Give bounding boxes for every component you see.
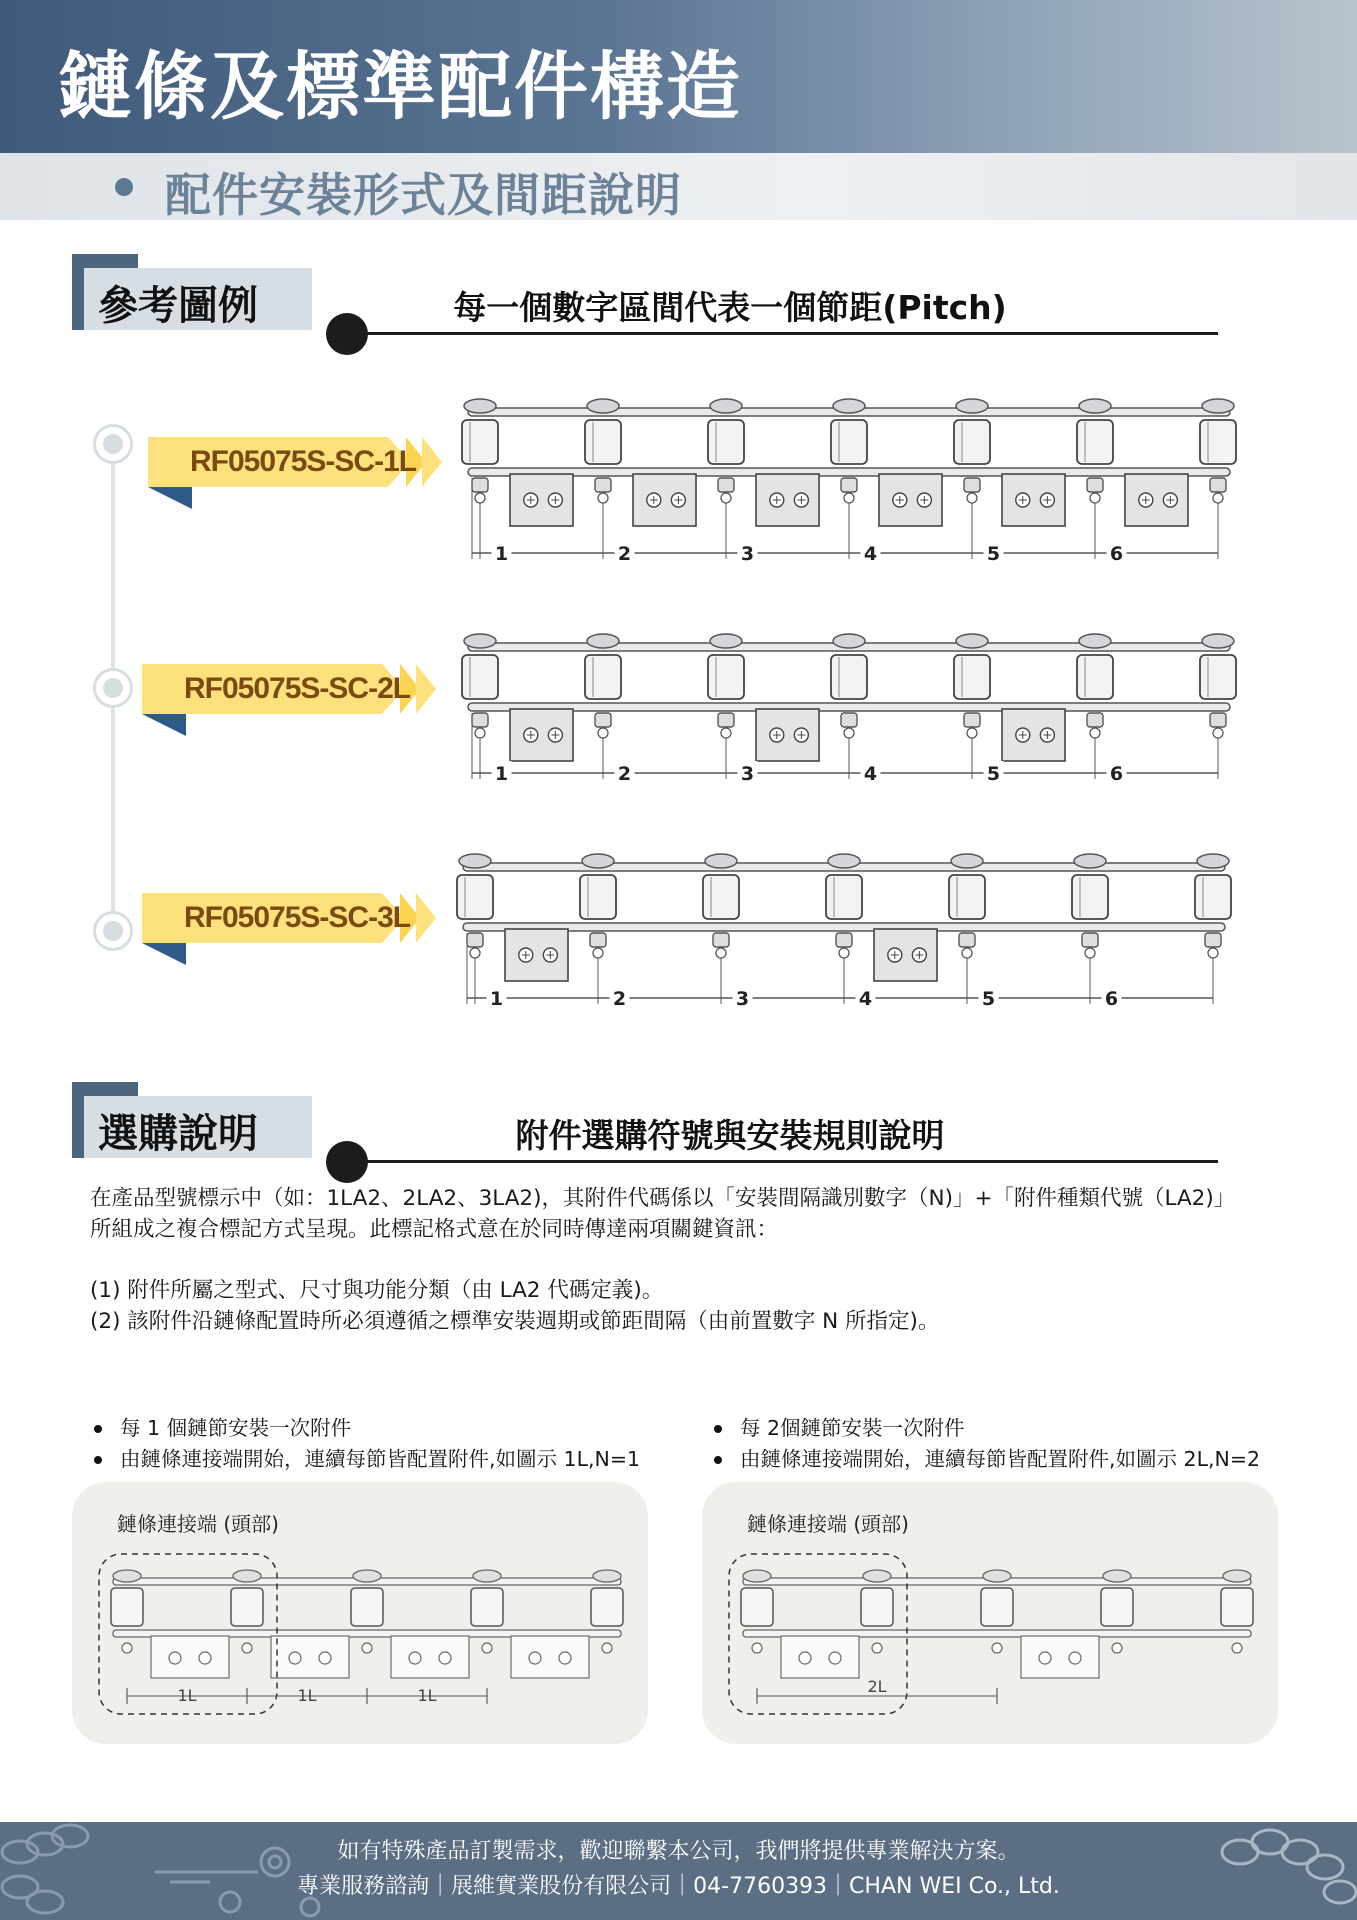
- model-ribbon-1l: [148, 437, 448, 487]
- dimension-label: 2L: [867, 1677, 887, 1696]
- chain-plate: [468, 468, 1230, 476]
- attachment-hole: [829, 1652, 841, 1664]
- section-tag-label: 參考圖例: [98, 283, 258, 329]
- pitch-number: 6: [1109, 543, 1124, 565]
- pin-end: [1090, 493, 1100, 503]
- pin-nut: [964, 478, 980, 492]
- pin-head: [1103, 1570, 1131, 1582]
- attachment-plate: [505, 929, 568, 981]
- pin-head: [956, 399, 988, 413]
- chain-roller: [462, 655, 498, 699]
- pin-nut: [959, 933, 975, 947]
- pin-nut: [718, 713, 734, 727]
- attachment-plate: [1125, 474, 1188, 526]
- point-line: (2) 該附件沿鏈條配置時所必須遵循之標準安裝週期或節距間隔（由前置數字 N 所指定)。: [90, 1309, 940, 1334]
- pin-nut: [1210, 713, 1226, 727]
- pin-end: [716, 948, 726, 958]
- chain-roller: [351, 1588, 383, 1626]
- timeline-node: [93, 668, 133, 708]
- pin-end: [242, 1643, 252, 1653]
- pin-head: [459, 854, 491, 868]
- attachment-hole: [169, 1652, 181, 1664]
- chain-roller: [231, 1588, 263, 1626]
- pin-head: [587, 634, 619, 648]
- section-caption: 每一個數字區間代表一個節距(Pitch): [453, 288, 1007, 327]
- attachment-plate: [510, 709, 573, 761]
- pitch-number: 5: [981, 988, 996, 1010]
- pitch-number: 1: [494, 763, 509, 785]
- attachment-hole: [1069, 1652, 1081, 1664]
- chain-roller: [1077, 655, 1113, 699]
- chain-roller: [580, 875, 616, 919]
- dimension-label: 1L: [177, 1686, 197, 1705]
- model-ribbon-2l: [142, 664, 442, 714]
- section-tag-label: 選購說明: [98, 1111, 258, 1157]
- pin-head: [464, 399, 496, 413]
- panel-label: 鏈條連接端 (頭部): [747, 1512, 909, 1536]
- chain-roller: [703, 875, 739, 919]
- pin-end: [839, 948, 849, 958]
- pin-head: [113, 1570, 141, 1582]
- attachment-hole: [319, 1652, 331, 1664]
- chain-roller: [981, 1588, 1013, 1626]
- pin-head: [473, 1570, 501, 1582]
- pin-end: [470, 948, 480, 958]
- pitch-number: 3: [735, 988, 750, 1010]
- chain-roller: [457, 875, 493, 919]
- chain-roller: [1072, 875, 1108, 919]
- section-rule: [346, 332, 1218, 335]
- pin-head: [464, 634, 496, 648]
- pin-end: [721, 728, 731, 738]
- section-tag-reference: [72, 268, 312, 330]
- pitch-number: 4: [858, 988, 873, 1010]
- panel-label: 鏈條連接端 (頭部): [117, 1512, 279, 1536]
- section-rule: [346, 1160, 1218, 1163]
- pin-end: [967, 493, 977, 503]
- pin-head: [833, 399, 865, 413]
- pin-head: [710, 399, 742, 413]
- chain-roller: [954, 655, 990, 699]
- example-panel-1l: [72, 1482, 648, 1744]
- section-tag-purchase: [72, 1096, 312, 1158]
- pin-end: [752, 1643, 762, 1653]
- bullet-list-left: [90, 1413, 640, 1475]
- pin-nut: [841, 478, 857, 492]
- pin-head: [1223, 1570, 1251, 1582]
- pin-nut: [595, 478, 611, 492]
- page-header: [0, 0, 1357, 153]
- intro-paragraph: [90, 1183, 1235, 1245]
- pin-head: [828, 854, 860, 868]
- pin-head: [956, 634, 988, 648]
- chain-plate: [463, 923, 1225, 931]
- chain-roller: [861, 1588, 893, 1626]
- attachment-plate: [1002, 709, 1065, 761]
- attachment-plate: [510, 474, 573, 526]
- bullet-list-right: [710, 1413, 1260, 1475]
- pin-head: [863, 1570, 891, 1582]
- chain-roller: [1221, 1588, 1253, 1626]
- chain-roller: [831, 420, 867, 464]
- pin-head: [1202, 399, 1234, 413]
- pin-nut: [1082, 933, 1098, 947]
- attachment-hole: [199, 1652, 211, 1664]
- chain-roller: [949, 875, 985, 919]
- intro-line: 所組成之複合標記方式呈現。此標記格式意在於同時傳達兩項關鍵資訊：: [90, 1217, 779, 1242]
- panel-diagram-2l: [727, 1542, 1267, 1722]
- pin-end: [482, 1643, 492, 1653]
- attachment-hole: [1039, 1652, 1051, 1664]
- pin-end: [598, 493, 608, 503]
- attachment-plate: [874, 929, 937, 981]
- pin-head: [1202, 634, 1234, 648]
- pin-nut: [718, 478, 734, 492]
- pin-nut: [590, 933, 606, 947]
- dimension-label: 1L: [417, 1686, 437, 1705]
- section-caption: 附件選購符號與安裝規則說明: [515, 1116, 945, 1155]
- pin-end: [1213, 728, 1223, 738]
- pin-head: [710, 634, 742, 648]
- pitch-number: 2: [612, 988, 627, 1010]
- point-line: (1) 附件所屬之型式、尺寸與功能分類（由 LA2 代碼定義)。: [90, 1278, 664, 1303]
- pitch-number: 4: [863, 763, 878, 785]
- pin-head: [705, 854, 737, 868]
- attachment-hole: [409, 1652, 421, 1664]
- pitch-number: 1: [489, 988, 504, 1010]
- model-label: RF05075S-SC-2L: [184, 672, 411, 705]
- attachment-plate: [879, 474, 942, 526]
- attachment-hole: [439, 1652, 451, 1664]
- pin-end: [1112, 1643, 1122, 1653]
- pin-end: [602, 1643, 612, 1653]
- chain-roller: [708, 420, 744, 464]
- chain-roller: [1077, 420, 1113, 464]
- pin-nut: [595, 713, 611, 727]
- chain-diagram-3l: [445, 845, 1260, 1010]
- pin-head: [587, 399, 619, 413]
- chain-plate: [468, 703, 1230, 711]
- attachment-hole: [529, 1652, 541, 1664]
- pin-nut: [836, 933, 852, 947]
- pin-end: [593, 948, 603, 958]
- attachment-hole: [799, 1652, 811, 1664]
- pin-nut: [1087, 713, 1103, 727]
- attachment-plate: [756, 709, 819, 761]
- chain-roller: [585, 420, 621, 464]
- chain-roller: [462, 420, 498, 464]
- chain-roller: [585, 655, 621, 699]
- attachment-plate: [1021, 1636, 1099, 1678]
- pitch-number: 3: [740, 763, 755, 785]
- chain-roller: [1195, 875, 1231, 919]
- pin-head: [582, 854, 614, 868]
- bullet-item: 由鏈條連接端開始，連續每節皆配置附件,如圖示 2L,N=2: [710, 1444, 1260, 1475]
- pin-nut: [1205, 933, 1221, 947]
- subtitle-bar: [0, 153, 1357, 220]
- pin-head: [743, 1570, 771, 1582]
- pin-nut: [841, 713, 857, 727]
- pin-end: [962, 948, 972, 958]
- pin-end: [967, 728, 977, 738]
- pitch-number: 5: [986, 763, 1001, 785]
- pin-nut: [713, 933, 729, 947]
- pitch-number: 1: [494, 543, 509, 565]
- pin-end: [1213, 493, 1223, 503]
- chain-roller: [1200, 420, 1236, 464]
- pin-end: [362, 1643, 372, 1653]
- chain-roller: [471, 1588, 503, 1626]
- pin-end: [475, 493, 485, 503]
- pin-end: [598, 728, 608, 738]
- pin-end: [1085, 948, 1095, 958]
- chain-roller: [1200, 655, 1236, 699]
- chain-diagram-2l: [450, 625, 1260, 785]
- attachment-hole: [559, 1652, 571, 1664]
- pin-nut: [1087, 478, 1103, 492]
- page-footer: [0, 1822, 1357, 1920]
- pin-end: [844, 728, 854, 738]
- attachment-plate: [1002, 474, 1065, 526]
- pin-head: [1074, 854, 1106, 868]
- pin-head: [1079, 634, 1111, 648]
- attachment-plate: [781, 1636, 859, 1678]
- pitch-number: 2: [617, 763, 632, 785]
- chain-roller: [954, 420, 990, 464]
- pin-end: [1208, 948, 1218, 958]
- attachment-hole: [289, 1652, 301, 1664]
- chain-roller: [591, 1588, 623, 1626]
- pin-end: [122, 1643, 132, 1653]
- pitch-number: 6: [1109, 763, 1124, 785]
- pin-end: [872, 1643, 882, 1653]
- pin-head: [353, 1570, 381, 1582]
- pin-head: [951, 854, 983, 868]
- attachment-plate: [756, 474, 819, 526]
- pin-nut: [964, 713, 980, 727]
- pin-end: [475, 728, 485, 738]
- pin-head: [233, 1570, 261, 1582]
- pin-nut: [1210, 478, 1226, 492]
- chain-roller: [1101, 1588, 1133, 1626]
- timeline-node: [93, 424, 133, 464]
- attachment-plate: [633, 474, 696, 526]
- footer-message: 如有特殊產品訂製需求，歡迎聯繫本公司，我們將提供專業解決方案。: [337, 1839, 1020, 1864]
- bullet-item: 每 2個鏈節安裝一次附件: [710, 1413, 1260, 1444]
- bullet-item: 每 1 個鏈節安裝一次附件: [90, 1413, 640, 1444]
- pin-head: [1079, 399, 1111, 413]
- model-ribbon-3l: [142, 893, 442, 943]
- chain-roller: [831, 655, 867, 699]
- attachment-plate: [151, 1636, 229, 1678]
- pin-nut: [467, 933, 483, 947]
- timeline-node: [93, 911, 133, 951]
- model-label: RF05075S-SC-1L: [190, 445, 417, 478]
- attachment-plate: [391, 1636, 469, 1678]
- dimension-label: 1L: [297, 1686, 317, 1705]
- pin-end: [992, 1643, 1002, 1653]
- bullet-dot: [115, 178, 133, 196]
- page-subtitle: 配件安裝形式及間距說明: [165, 168, 682, 222]
- page-title: 鏈條及標準配件構造: [58, 44, 742, 130]
- pin-head: [593, 1570, 621, 1582]
- pin-end: [721, 493, 731, 503]
- pin-end: [1232, 1643, 1242, 1653]
- pin-head: [833, 634, 865, 648]
- pitch-number: 3: [740, 543, 755, 565]
- attachment-plate: [271, 1636, 349, 1678]
- chain-roller: [708, 655, 744, 699]
- intro-line: 在產品型號標示中（如：1LA2、2LA2、3LA2)，其附件代碼係以「安裝間隔識別數字（N)」+「附件種類代號（LA2)」: [90, 1186, 1236, 1211]
- pin-nut: [472, 713, 488, 727]
- pin-head: [983, 1570, 1011, 1582]
- pin-end: [844, 493, 854, 503]
- model-label: RF05075S-SC-3L: [184, 901, 411, 934]
- chain-roller: [826, 875, 862, 919]
- pitch-number: 6: [1104, 988, 1119, 1010]
- pitch-number: 4: [863, 543, 878, 565]
- pin-nut: [472, 478, 488, 492]
- bullet-item: 由鏈條連接端開始，連續每節皆配置附件,如圖示 1L,N=1: [90, 1444, 640, 1475]
- pin-end: [1090, 728, 1100, 738]
- chain-roller: [741, 1588, 773, 1626]
- attachment-plate: [511, 1636, 589, 1678]
- example-panel-2l: [702, 1482, 1278, 1744]
- pitch-number: 2: [617, 543, 632, 565]
- chain-diagram-1l: [450, 390, 1260, 570]
- points-paragraph: [90, 1275, 939, 1337]
- chain-roller: [111, 1588, 143, 1626]
- pitch-number: 5: [986, 543, 1001, 565]
- panel-diagram-1l: [97, 1542, 637, 1722]
- footer-contact: 專業服務諮詢｜展維實業股份有限公司｜04-7760393｜CHAN WEI Co., Ltd.: [297, 1874, 1060, 1899]
- pin-head: [1197, 854, 1229, 868]
